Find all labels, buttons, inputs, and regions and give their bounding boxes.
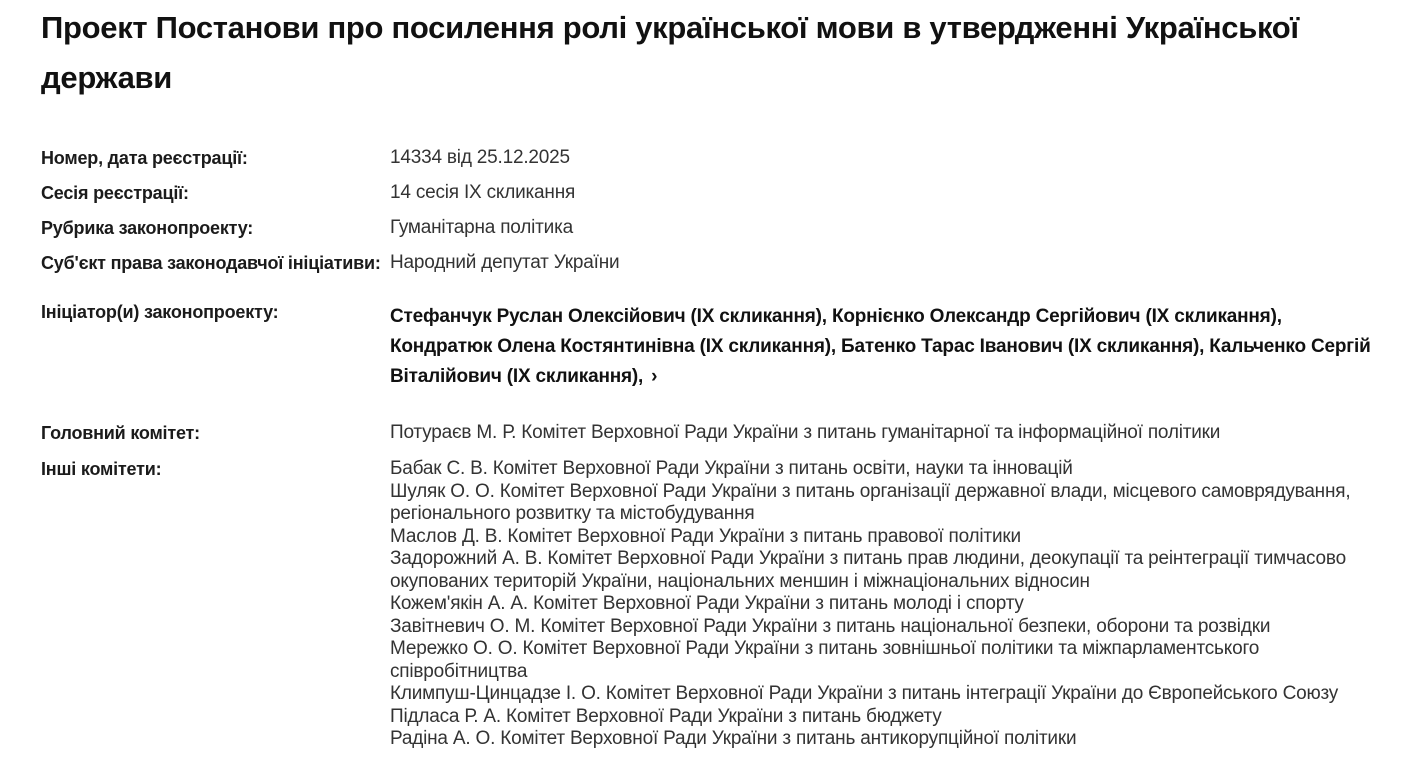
subject-value: Народний депутат України bbox=[390, 252, 620, 273]
bill-metadata bbox=[41, 143, 1411, 751]
subject-label: Суб'єкт права законодавчої ініціативи: bbox=[41, 253, 381, 273]
rubric-label: Рубрика законопроекту: bbox=[41, 218, 254, 238]
other-committees-row bbox=[41, 454, 1411, 751]
initiators-row bbox=[41, 302, 1411, 418]
bill-card bbox=[41, 0, 1411, 749]
committee-item: Бабак С. В. Комітет Верховної Ради України з питань освіти, науки та інновацій bbox=[390, 458, 1073, 479]
rubric-value: Гуманітарна політика bbox=[390, 217, 573, 238]
session-row bbox=[41, 178, 1411, 213]
committee-item: Підласа Р. А. Комітет Верховної Ради України з питань бюджету bbox=[390, 705, 942, 727]
registration-value: 14334 від 25.12.2025 bbox=[390, 147, 570, 168]
committee-item: Шуляк О. О. Комітет Верховної Ради України з питань організації державної влади, місцевого самоврядування, регіонального розвитку та містобудування bbox=[390, 480, 1351, 524]
committee-item: Мережко О. О. Комітет Верховної Ради України з питань зовнішньої політики та міжпарламентського співробітництва bbox=[390, 638, 1260, 682]
committee-item: Радіна А. О. Комітет Верховної Ради України з питань антикорупційної політики bbox=[390, 728, 1077, 749]
registration-label: Номер, дата реєстрації: bbox=[41, 148, 248, 168]
committee-item: Кожем'якін А. А. Комітет Верховної Ради України з питань молоді і спорту bbox=[390, 593, 1024, 614]
initiators-list[interactable]: Стефанчук Руслан Олексійович (IX скликання), Корнієнко Олександр Сергійович (IX скликання), Кондратюк Олена Костянтинівна (IX скликання), Батенко Тарас Іванович (IX скликання), Кальченко Сергій Віталійович (IX скликання), bbox=[390, 306, 1371, 387]
main-committee-value: Потураєв М. Р. Комітет Верховної Ради України з питань гуманітарної та інформаційної політики bbox=[390, 422, 1221, 443]
initiators-label: Ініціатор(и) законопроекту: bbox=[41, 302, 279, 322]
other-committees-list bbox=[390, 454, 1411, 751]
initiators-value bbox=[390, 302, 1411, 392]
page-title: Проект Постанови про посилення ролі української мови в утвердженні Української держави bbox=[41, 10, 1299, 95]
committee-item: Задорожний А. В. Комітет Верховної Ради України з питань прав людини, деокупації та реінтеграції тимчасово окупованих територій України, національних меншин і міжнаціональних відносин bbox=[390, 548, 1346, 592]
main-committee-label: Головний комітет: bbox=[41, 423, 200, 443]
other-committees-label: Інші комітети: bbox=[41, 459, 162, 479]
committee-item: Климпуш-Цинцадзе І. О. Комітет Верховної Ради України з питань інтеграції України до Європейського Союзу bbox=[390, 683, 1339, 704]
session-label: Сесія реєстрації: bbox=[41, 183, 189, 203]
chevron-right-icon[interactable]: › bbox=[651, 366, 658, 387]
subject-row bbox=[41, 248, 1411, 302]
main-committee-row bbox=[41, 418, 1411, 454]
session-value: 14 сесія IX скликання bbox=[390, 182, 576, 203]
committee-item: Маслов Д. В. Комітет Верховної Ради України з питань правової політики bbox=[390, 525, 1021, 547]
registration-row bbox=[41, 143, 1411, 178]
committee-item: Завітневич О. М. Комітет Верховної Ради України з питань національної безпеки, оборони та розвідки bbox=[390, 615, 1271, 637]
rubric-row bbox=[41, 213, 1411, 248]
